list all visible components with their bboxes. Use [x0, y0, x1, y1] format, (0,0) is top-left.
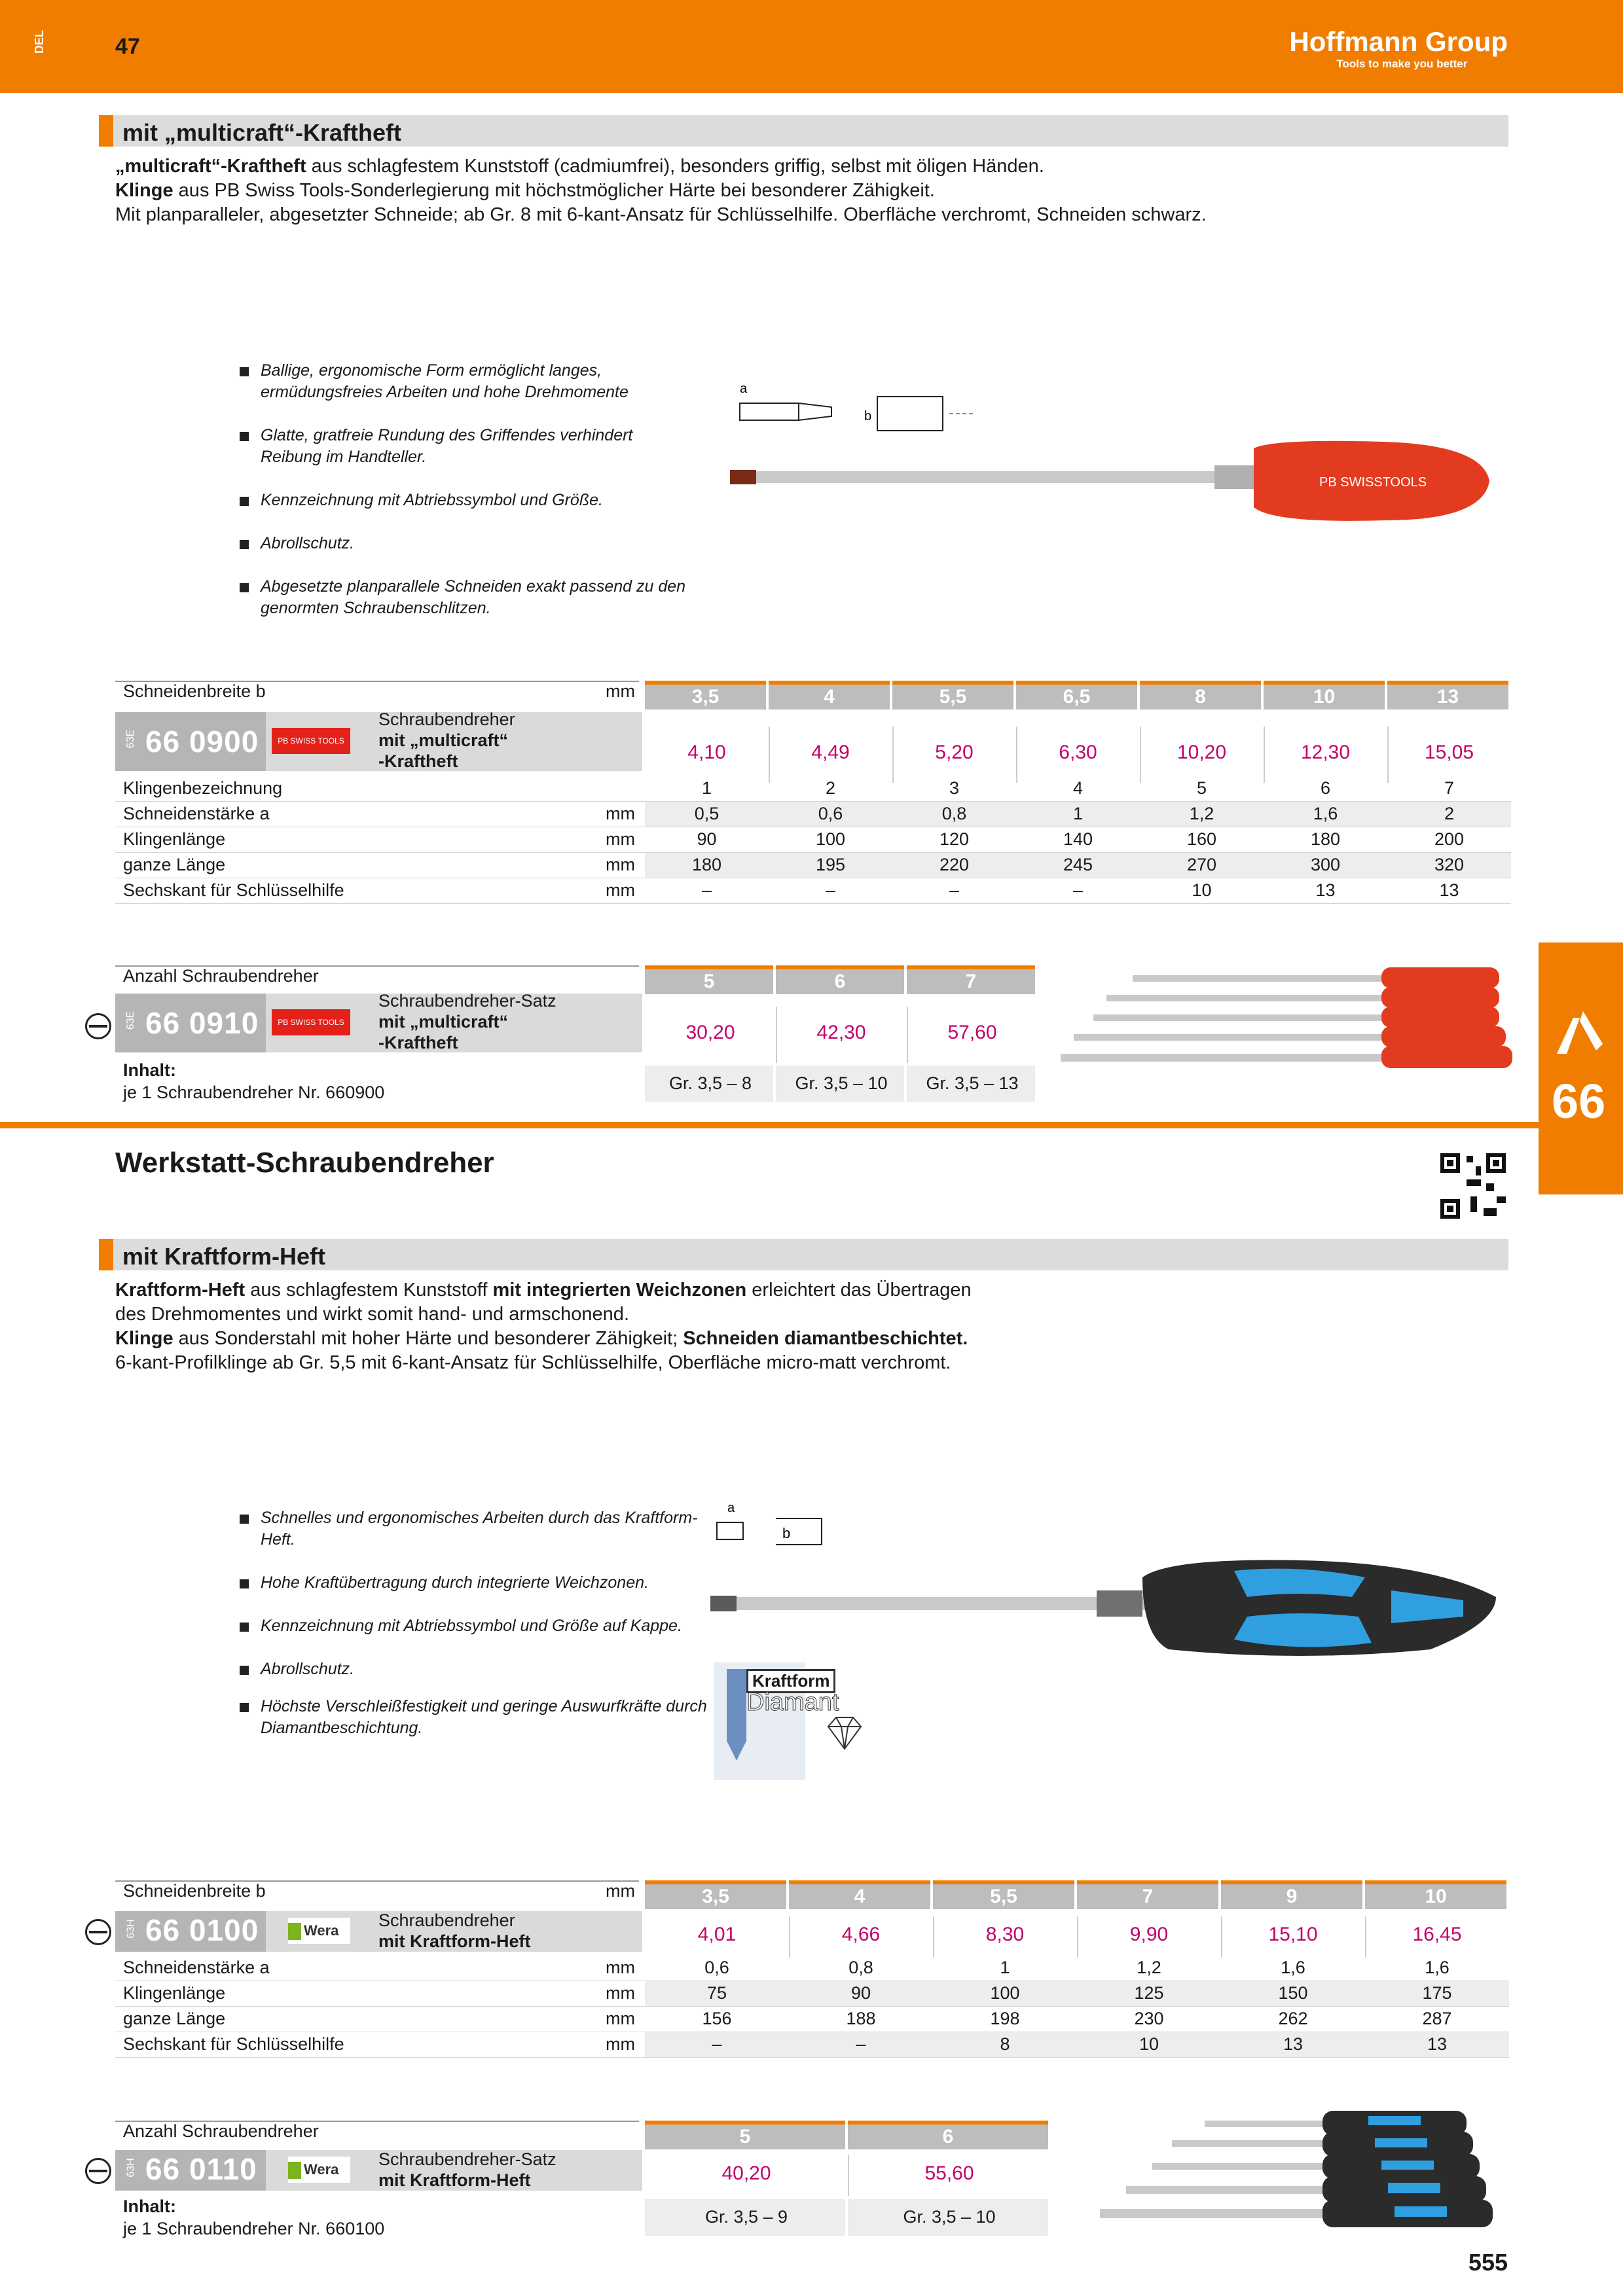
row-value: –	[712, 2034, 722, 2054]
price-cell[interactable]: 4,49	[811, 742, 850, 763]
section-header-multicraft	[99, 115, 1508, 147]
row-value: 200	[1434, 829, 1465, 849]
row-value: 1,6	[1281, 1958, 1305, 1977]
language-code: DEL	[33, 30, 46, 54]
article-prefix: 63H	[125, 1919, 137, 1939]
size-header-cell: 8	[1140, 681, 1261, 709]
table3-unit: mm	[606, 1881, 635, 1901]
range-cell: Gr. 3,5 – 10	[795, 1073, 888, 1093]
set-contents: Inhalt: je 1 Schraubendreher Nr. 660900	[123, 1060, 385, 1102]
row-value: 140	[1063, 829, 1093, 849]
range-cell: Gr. 3,5 – 9	[704, 2207, 788, 2227]
section-title: mit „multicraft“-Kraftheft	[122, 119, 402, 146]
article-prefix: 63H	[125, 2158, 137, 2178]
column-divider	[1016, 726, 1017, 783]
article-description: Schraubendreher mit Kraftform-Heft	[378, 1910, 531, 1951]
price-cell[interactable]: 4,66	[841, 1924, 881, 1945]
diamant-badge: Diamant	[746, 1689, 839, 1716]
row-value: 120	[939, 829, 970, 849]
row-value: 180	[691, 855, 722, 874]
intro-multicraft: „multicraft“-Kraftheft aus schlagfestem Kunststoff (cadmiumfrei), besonders griffig, selbst mit öligen Händen. Klinge aus PB Swiss Tools-Sonderlegierung mit höchstmöglicher Härte bei besonderer Zähigkeit. Mit planparalleler, abgesetzter Schneide; ab Gr. 8 mit 6-kant-Ansatz für Schlüsselhilfe. Oberfläche verchromt, Schneiden schwarz.	[115, 156, 1207, 225]
svg-text:b: b	[864, 409, 872, 423]
tools-icon	[1550, 1005, 1611, 1064]
size-header-cell: 10	[1264, 681, 1385, 709]
kraftform-screwdriver-image	[710, 1551, 1503, 1676]
size-header-cell: 4	[789, 1880, 930, 1909]
multicraft-set-image	[1054, 962, 1512, 1073]
page-number-left: 47	[115, 34, 140, 59]
price-cell[interactable]: 57,60	[947, 1022, 997, 1043]
table1-unit: mm	[606, 681, 635, 701]
row-label: Schneidenstärke a	[123, 804, 270, 823]
row-label: Klingenlänge	[123, 829, 226, 849]
slot-drive-icon	[85, 1919, 111, 1945]
row-label: Schneidenstärke a	[123, 1958, 270, 1977]
column-divider	[776, 1007, 777, 1063]
row-value: 10	[1139, 2034, 1159, 2054]
row-value: 150	[1278, 1983, 1308, 2003]
row-value: –	[825, 880, 836, 900]
row-unit: mm	[606, 1958, 635, 1977]
logo-text: Hoffmann Group	[1289, 26, 1508, 57]
article-number-660910[interactable]: 66 0910	[145, 1006, 259, 1040]
price-cell[interactable]: 6,30	[1059, 742, 1097, 763]
column-divider	[1365, 1916, 1366, 1957]
row-value: 13	[1283, 2034, 1304, 2054]
range-cell: Gr. 3,5 – 8	[668, 1073, 752, 1093]
svg-text:b: b	[782, 1525, 791, 1541]
section-divider	[0, 1122, 1539, 1128]
feature-item: Abgesetzte planparallele Schneiden exakt passend zu den genormten Schraubenschlitzen.	[240, 576, 698, 619]
row-value: –	[856, 2034, 866, 2054]
row-value: 188	[846, 2009, 876, 2028]
row-value: 0,5	[694, 804, 720, 823]
row-label: Klingenlänge	[123, 1983, 226, 2003]
row-value: 13	[1315, 880, 1336, 900]
wera-logo: Wera	[288, 2157, 350, 2183]
section-header-kraftform	[99, 1239, 1508, 1270]
row-value: 125	[1134, 1983, 1164, 2003]
row-line	[115, 2006, 1509, 2007]
article-prefix: 63E	[125, 1011, 137, 1030]
price-cell[interactable]: 30,20	[685, 1022, 735, 1043]
row-value: 7	[1444, 778, 1455, 798]
row-value: –	[701, 880, 712, 900]
price-cell[interactable]: 8,30	[985, 1924, 1025, 1945]
row-value: 220	[939, 855, 970, 874]
row-value: 1	[1000, 1958, 1010, 1977]
row-value: 5	[1196, 778, 1207, 798]
feature-list-kraftform	[240, 1507, 711, 1761]
row-value: 10	[1192, 880, 1212, 900]
set-contents: Inhalt: je 1 Schraubendreher Nr. 660100	[123, 2197, 385, 2238]
row-unit: mm	[606, 855, 635, 874]
size-header-cell: 10	[1365, 1880, 1506, 1909]
price-cell[interactable]: 42,30	[816, 1022, 866, 1043]
feature-item: Hohe Kraftübertragung durch integrierte Weichzonen.	[240, 1572, 711, 1594]
price-cell[interactable]: 16,45	[1412, 1924, 1462, 1945]
feature-list-multicraft	[240, 360, 698, 641]
row-unit: mm	[606, 1983, 635, 2003]
svg-text:a: a	[727, 1501, 735, 1515]
row-value: 195	[815, 855, 846, 874]
table3-head-label: Schneidenbreite b	[123, 1881, 266, 1901]
column-divider	[1387, 726, 1389, 783]
size-header-cell: 6,5	[1016, 681, 1137, 709]
section-title: mit Kraftform-Heft	[122, 1243, 325, 1270]
row-value: –	[1072, 880, 1084, 900]
row-value: 180	[1310, 829, 1341, 849]
row-value: 1	[1072, 804, 1084, 823]
price-cell[interactable]: 12,30	[1300, 742, 1351, 763]
pb-swiss-tools-logo: PB SWISS TOOLS	[272, 728, 350, 754]
row-value: 0,6	[818, 804, 843, 823]
feature-item: Schnelles und ergonomisches Arbeiten durch das Kraftform-Heft.	[240, 1507, 711, 1551]
row-unit: mm	[606, 804, 635, 823]
qr-code-icon[interactable]	[1438, 1151, 1508, 1221]
feature-item: Kennzeichnung mit Abtriebssymbol und Größe.	[240, 490, 698, 511]
size-header-cell: 5	[645, 2121, 845, 2149]
row-value: 198	[990, 2009, 1020, 2028]
logo-tagline: Tools to make you better	[1336, 58, 1468, 70]
row-value: 1	[701, 778, 712, 798]
row-value: 270	[1186, 855, 1217, 874]
size-header-cell: 13	[1387, 681, 1508, 709]
row-value: 320	[1434, 855, 1465, 874]
slot-drive-icon	[85, 1013, 111, 1039]
range-cell: Gr. 3,5 – 10	[903, 2207, 996, 2227]
size-header-cell: 6	[848, 2121, 1048, 2149]
price-cell[interactable]: 40,20	[721, 2162, 771, 2184]
row-value: 6	[1320, 778, 1331, 798]
row-label: Sechskant für Schlüsselhilfe	[123, 2034, 344, 2054]
chapter-number: 66	[1552, 1074, 1606, 1128]
row-value: 75	[706, 1983, 727, 2003]
size-header-cell: 3,5	[645, 681, 766, 709]
feature-item: Abrollschutz.	[240, 533, 698, 554]
blade-dimension-diagram	[710, 1499, 841, 1558]
row-value: 13	[1427, 2034, 1448, 2054]
price-cell[interactable]: 4,01	[697, 1924, 737, 1945]
size-header-cell: 5	[645, 965, 773, 994]
pb-swiss-tools-logo: PB SWISS TOOLS	[272, 1009, 350, 1035]
row-unit: mm	[606, 880, 635, 900]
page-number-right: 555	[1468, 2249, 1508, 2276]
row-value: 90	[697, 829, 717, 849]
row-value: 4	[1072, 778, 1084, 798]
chapter-tab[interactable]	[1539, 942, 1623, 1194]
row-value: 0,8	[941, 804, 967, 823]
multicraft-screwdriver-image	[730, 435, 1503, 533]
column-divider	[789, 1916, 790, 1957]
table1-head-label: Schneidenbreite b	[123, 681, 266, 701]
article-prefix: 63E	[125, 729, 137, 749]
wera-logo: Wera	[288, 1918, 350, 1944]
column-divider	[1077, 1916, 1078, 1957]
row-line	[115, 2057, 1509, 2058]
svg-text:a: a	[740, 382, 748, 396]
slot-drive-icon	[85, 2158, 111, 2184]
column-divider	[933, 1916, 934, 1957]
row-value: 156	[702, 2009, 732, 2028]
range-cell: Gr. 3,5 – 13	[926, 1073, 1019, 1093]
price-cell[interactable]: 55,60	[924, 2162, 974, 2184]
row-unit: mm	[606, 829, 635, 849]
price-cell[interactable]: 9,90	[1129, 1924, 1169, 1945]
row-value: 100	[815, 829, 846, 849]
price-cell[interactable]: 15,10	[1268, 1924, 1318, 1945]
column-divider	[1221, 1916, 1222, 1957]
size-header-cell: 7	[907, 965, 1035, 994]
row-value: 2	[1444, 804, 1455, 823]
column-divider	[892, 726, 894, 783]
row-value: 0,8	[848, 1958, 873, 1977]
feature-item: Kennzeichnung mit Abtriebssymbol und Größe auf Kappe.	[240, 1615, 711, 1637]
intro-kraftform: Kraftform-Heft aus schlagfestem Kunststoff mit integrierten Weichzonen erleichtert das Übertragen des Drehmomentes und wirkt somit hand- und armschonend. Klinge aus Sonderstahl mit hoher Härte und besonderer Zähigkeit; Schneiden diamantbeschichtet. 6-kant-Profilklinge ab Gr. 5,5 mit 6-kant-Ansatz für Schlüsselhilfe, Oberfläche micro-matt verchromt.	[115, 1280, 972, 1373]
section-main-title: Werkstatt-Schraubendreher	[115, 1147, 494, 1179]
size-header-cell: 5,5	[892, 681, 1013, 709]
row-value: 3	[949, 778, 960, 798]
hoffmann-logo[interactable]	[1289, 26, 1508, 71]
table2-head-label: Anzahl Schraubendreher	[123, 966, 319, 986]
row-line	[115, 903, 1511, 904]
row-value: 287	[1422, 2009, 1452, 2028]
row-value: 8	[1000, 2034, 1010, 2054]
size-header-cell: 3,5	[645, 1880, 786, 1909]
row-value: 175	[1422, 1983, 1452, 2003]
column-divider	[848, 2155, 849, 2196]
size-header-cell: 6	[776, 965, 904, 994]
row-value: 245	[1063, 855, 1093, 874]
size-header-cell: 7	[1077, 1880, 1218, 1909]
article-description: Schraubendreher-Satz mit „multicraft“ -Kraftheft	[378, 991, 556, 1052]
row-value: 1,2	[1137, 1958, 1161, 1977]
diamond-icon	[822, 1713, 867, 1753]
kraftform-set-image	[1100, 2104, 1506, 2229]
feature-item: Höchste Verschleißfestigkeit und geringe Auswurfkräfte durch Diamantbeschichtung.	[240, 1696, 711, 1739]
size-header-cell: 4	[769, 681, 890, 709]
price-cell[interactable]: 10,20	[1176, 742, 1227, 763]
row-value: 160	[1186, 829, 1217, 849]
row-value: 0,6	[704, 1958, 729, 1977]
row-value: 1,6	[1425, 1958, 1450, 1977]
row-value: 2	[825, 778, 836, 798]
row-value: 90	[850, 1983, 871, 2003]
row-unit: mm	[606, 2034, 635, 2054]
column-divider	[907, 1007, 908, 1063]
row-value: 13	[1439, 880, 1459, 900]
feature-item: Glatte, gratfreie Rundung des Griffendes verhindert Reibung im Handteller.	[240, 425, 698, 468]
article-description: Schraubendreher-Satz mit Kraftform-Heft	[378, 2149, 556, 2190]
price-cell[interactable]: 4,10	[687, 742, 726, 763]
row-value: –	[949, 880, 960, 900]
feature-item: Abrollschutz.	[240, 1659, 711, 1680]
size-header-cell: 5,5	[933, 1880, 1074, 1909]
price-cell[interactable]: 5,20	[935, 742, 974, 763]
row-value: 1,2	[1189, 804, 1214, 823]
svg-text:PB SWISSTOOLS: PB SWISSTOOLS	[1319, 475, 1427, 490]
article-number-660900[interactable]: 66 0900	[145, 725, 259, 759]
row-value: 262	[1278, 2009, 1308, 2028]
row-label: ganze Länge	[123, 2009, 226, 2028]
column-divider	[1140, 726, 1141, 783]
column-divider	[1264, 726, 1265, 783]
row-value: 300	[1310, 855, 1341, 874]
article-description: Schraubendreher mit „multicraft“ -Kraftheft	[378, 709, 515, 771]
row-value: 1,6	[1313, 804, 1338, 823]
column-divider	[769, 726, 770, 783]
row-label: Klingenbezeichnung	[123, 778, 283, 798]
price-cell[interactable]: 15,05	[1424, 742, 1474, 763]
article-number-660110[interactable]: 66 0110	[145, 2152, 257, 2186]
row-value: 100	[990, 1983, 1020, 2003]
row-unit: mm	[606, 2009, 635, 2028]
table4-head-label: Anzahl Schraubendreher	[123, 2121, 319, 2141]
row-label: Sechskant für Schlüsselhilfe	[123, 880, 344, 900]
size-header-cell: 9	[1221, 1880, 1362, 1909]
feature-item: Ballige, ergonomische Form ermöglicht langes, ermüdungsfreies Arbeiten und hohe Drehmomente	[240, 360, 698, 403]
kraftform-badge: Kraftform	[746, 1669, 835, 1693]
row-label: ganze Länge	[123, 855, 226, 874]
article-number-660100[interactable]: 66 0100	[145, 1913, 259, 1947]
row-value: 230	[1134, 2009, 1164, 2028]
